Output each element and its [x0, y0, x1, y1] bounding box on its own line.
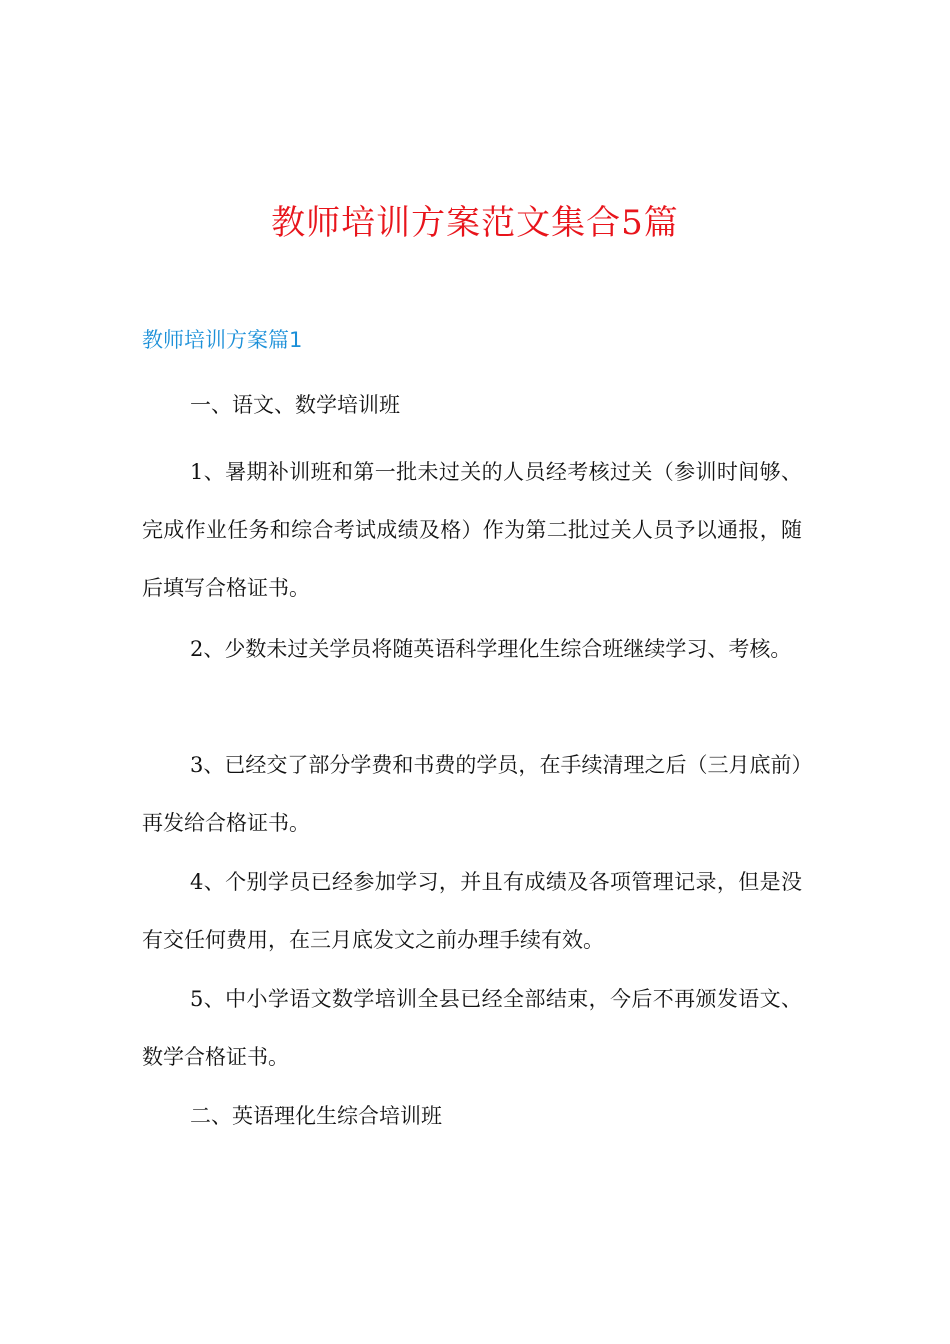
section-heading: 教师培训方案篇1	[142, 328, 303, 352]
paragraph-item-5: 5、中小学语文数学培训全县已经全部结束，今后不再颁发语文、数学合格证书。	[142, 987, 802, 1069]
paragraph-item-4: 4、个别学员已经参加学习，并且有成绩及各项管理记录，但是没有交任何费用，在三月底发文之前办理手续有效。	[142, 870, 802, 952]
paragraph-item-1: 1、暑期补训班和第一批未过关的人员经考核过关（参训时间够、完成作业任务和综合考试成绩及格）作为第二批过关人员予以通报，随后填写合格证书。	[142, 460, 802, 600]
paragraph-item-2: 2、少数未过关学员将随英语科学理化生综合班继续学习、考核。	[190, 637, 792, 661]
subsection-heading-chinese-math: 一、语文、数学培训班	[190, 393, 400, 417]
document-title: 教师培训方案范文集合5篇	[271, 203, 679, 243]
subsection-heading-english-science: 二、英语理化生综合培训班	[190, 1104, 442, 1128]
paragraph-item-3: 3、已经交了部分学费和书费的学员，在手续清理之后（三月底前）再发给合格证书。	[142, 753, 802, 835]
